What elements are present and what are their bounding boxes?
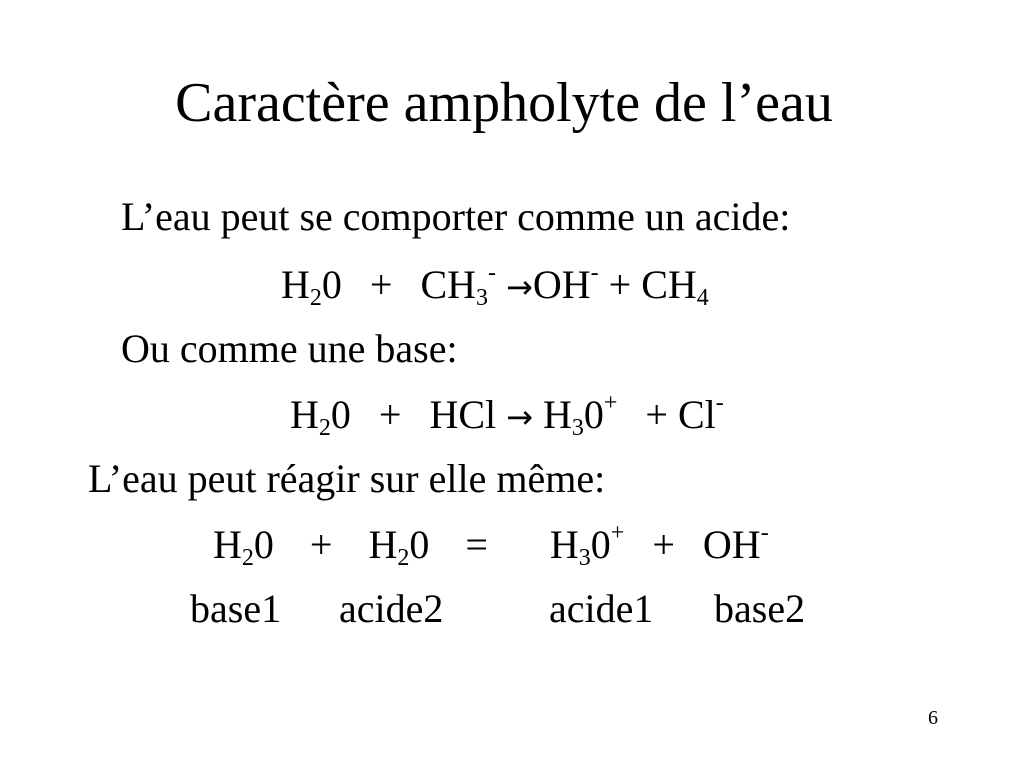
eq2-sub-3: 3: [571, 415, 584, 442]
eq3-h-b: H: [368, 522, 398, 567]
eq3-plus: +: [309, 522, 333, 567]
eq1-ch: CH: [420, 262, 477, 307]
eq2-sup-minus: -: [715, 390, 724, 416]
eq1-sub-4: 4: [696, 285, 709, 312]
eq1-plus: +: [369, 262, 393, 307]
slide-title: Caractère ampholyte de l’eau: [175, 72, 833, 134]
label-acide1: acide1: [549, 586, 654, 631]
reaction-arrow-icon: →: [506, 268, 533, 306]
eq2-sub-2: 2: [318, 415, 331, 442]
eq1-sub-2: 2: [309, 285, 322, 312]
eq3-sup-plus: +: [610, 520, 625, 546]
eq3-zero-b: 0: [409, 522, 430, 567]
eq3-h-c: H: [549, 522, 579, 567]
eq2-plus: +: [378, 392, 402, 437]
label-base1: base1: [190, 586, 282, 631]
eq3-plus2: +: [652, 522, 675, 567]
eq3-sub-2b: 2: [397, 545, 410, 572]
reaction-arrow-icon: →: [506, 398, 533, 436]
label-base2: base2: [714, 586, 806, 631]
acid-intro-text: L’eau peut se comporter comme un acide:: [121, 194, 791, 239]
eq1-h: H: [281, 262, 310, 307]
eq3-oh: OH: [702, 522, 761, 567]
eq3-sub-2a: 2: [241, 545, 254, 572]
eq1-ch4: CH: [641, 262, 697, 307]
eq1-oh-charge: -: [590, 260, 599, 286]
eq2-sup-plus: +: [603, 390, 618, 416]
eq3-equals: =: [465, 522, 488, 567]
eq2-hcl: HCl: [429, 392, 497, 437]
base-intro-text: Ou comme une base:: [121, 326, 458, 371]
equation-autoprotolysis: [213, 520, 769, 572]
label-acide2: acide2: [339, 586, 444, 631]
eq3-zero-a: 0: [253, 522, 274, 567]
eq1-oh: OH: [532, 262, 591, 307]
eq2-h3: H: [542, 392, 572, 437]
eq3-h-a: H: [213, 522, 242, 567]
eq1-sup-minus: -: [488, 260, 497, 286]
eq1-zero: 0: [321, 262, 342, 307]
self-reaction-intro-text: L’eau peut réagir sur elle même:: [88, 456, 606, 501]
equation-base: [290, 391, 724, 441]
eq2-zero2: 0: [583, 392, 604, 437]
eq3-sup-minus: -: [760, 520, 769, 546]
eq1-sub-3: 3: [476, 285, 489, 312]
eq3-zero-c: 0: [590, 522, 611, 567]
eq2-cl: Cl: [677, 392, 716, 437]
eq1-plus2: +: [608, 262, 632, 307]
eq3-sub-3c: 3: [578, 545, 591, 572]
eq2-zero: 0: [330, 392, 351, 437]
eq2-h: H: [290, 392, 319, 437]
equation-acid: [281, 261, 709, 311]
eq2-plus2: +: [645, 392, 668, 437]
page-number: 6: [928, 707, 938, 729]
